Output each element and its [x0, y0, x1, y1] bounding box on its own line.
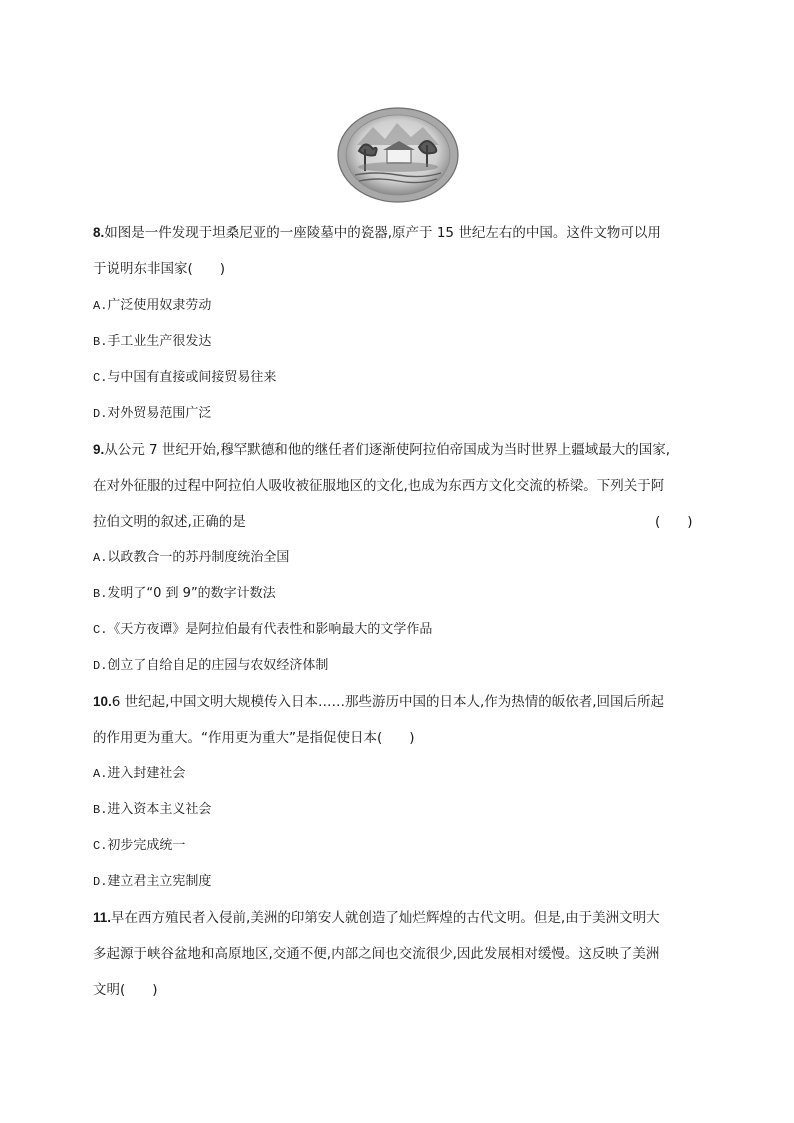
- question-9-text-1: 从公元 7 世纪开始,穆罕默德和他的继任者们逐渐使阿拉伯帝国成为当时世界上疆域最大的国家,: [104, 442, 671, 458]
- option-letter: D.: [93, 875, 108, 889]
- option-text: 《天方夜谭》是阿拉伯最有代表性和影响最大的文学作品: [107, 622, 433, 637]
- option-letter: B.: [93, 335, 108, 349]
- option-text: 创立了自给自足的庄园与农奴经济体制: [107, 658, 329, 673]
- question-8-option-b: [93, 332, 211, 352]
- question-8-text-1: 如图是一件发现于坦桑尼亚的一座陵墓中的瓷器,原产于 15 世纪左右的中国。这件文物可以用: [104, 225, 661, 241]
- question-11-text-3: 文明( ): [93, 982, 158, 998]
- option-text: 发明了“0 到 9”的数字计数法: [107, 586, 276, 601]
- option-text: 广泛使用奴隶劳动: [107, 298, 212, 313]
- question-9-option-b: [93, 584, 276, 604]
- question-11-line-2: [93, 944, 659, 964]
- option-letter: B.: [93, 587, 108, 601]
- option-text: 初步完成统一: [107, 838, 186, 853]
- question-9-number: 9.: [93, 442, 105, 457]
- question-11-text-2: 多起源于峡谷盆地和高原地区,交通不便,内部之间也交流很少,因此发展相对缓慢。这反映了美洲: [93, 946, 660, 962]
- option-text: 建立君主立宪制度: [107, 874, 212, 889]
- question-10-option-a: [93, 764, 185, 784]
- question-10-line-2: [93, 728, 415, 748]
- option-text: 手工业生产很发达: [107, 334, 212, 349]
- question-9-text-2: 在对外征服的过程中阿拉伯人吸收被征服地区的文化,也成为东西方文化交流的桥梁。下列关于阿: [93, 478, 665, 494]
- option-letter: C.: [93, 623, 108, 637]
- option-letter: C.: [93, 371, 108, 385]
- question-8-text-2: 于说明东非国家( ): [93, 261, 226, 277]
- question-9-option-a: [93, 548, 289, 568]
- option-letter: C.: [93, 839, 108, 853]
- option-text: 对外贸易范围广泛: [107, 406, 212, 421]
- question-9-line-2: [93, 476, 664, 496]
- question-8-number: 8.: [93, 225, 105, 240]
- question-8-option-c: [93, 368, 276, 388]
- plate-pavilion: [387, 149, 411, 163]
- question-11-line-1: [93, 908, 660, 928]
- question-11-text-1: 早在西方殖民者入侵前,美洲的印第安人就创造了灿烂辉煌的古代文明。但是,由于美洲文明大: [111, 910, 660, 926]
- question-8-option-a: [93, 296, 211, 316]
- question-8-option-d: [93, 404, 211, 424]
- question-8-line-2: [93, 259, 225, 279]
- option-text: 进入封建社会: [107, 766, 186, 781]
- question-10-option-c: [93, 836, 185, 856]
- question-8-line-1: [93, 223, 661, 243]
- question-10-option-d: [93, 872, 211, 892]
- question-11-line-3: [93, 980, 158, 1000]
- question-10-line-1: [93, 692, 664, 712]
- option-text: 进入资本主义社会: [107, 802, 212, 817]
- question-9-text-3: 拉伯文明的叙述,正确的是: [93, 514, 246, 530]
- question-9-answer-paren: ( ): [655, 514, 693, 530]
- option-letter: A.: [93, 299, 108, 313]
- question-11-number: 11.: [93, 910, 112, 925]
- plate-ground: [358, 162, 438, 172]
- question-9-option-c: [93, 620, 432, 640]
- option-letter: B.: [93, 803, 108, 817]
- question-10-number: 10.: [93, 694, 112, 709]
- option-letter: D.: [93, 407, 108, 421]
- option-letter: A.: [93, 767, 108, 781]
- question-10-text-1: 6 世纪起,中国文明大规模传入日本……那些游历中国的日本人,作为热情的皈依者,回国后所起: [111, 694, 665, 710]
- option-letter: D.: [93, 659, 108, 673]
- question-10-option-b: [93, 800, 211, 820]
- option-text: 与中国有直接或间接贸易往来: [107, 370, 277, 385]
- question-9-option-d: [93, 656, 328, 676]
- option-letter: A.: [93, 551, 108, 565]
- porcelain-plate-image: [335, 105, 461, 205]
- question-10-text-2: 的作用更为重大。“作用更为重大”是指促使日本( ): [93, 730, 415, 746]
- question-9-line-3: [93, 512, 246, 532]
- option-text: 以政教合一的苏丹制度统治全国: [107, 550, 290, 565]
- question-9-line-1: [93, 440, 670, 460]
